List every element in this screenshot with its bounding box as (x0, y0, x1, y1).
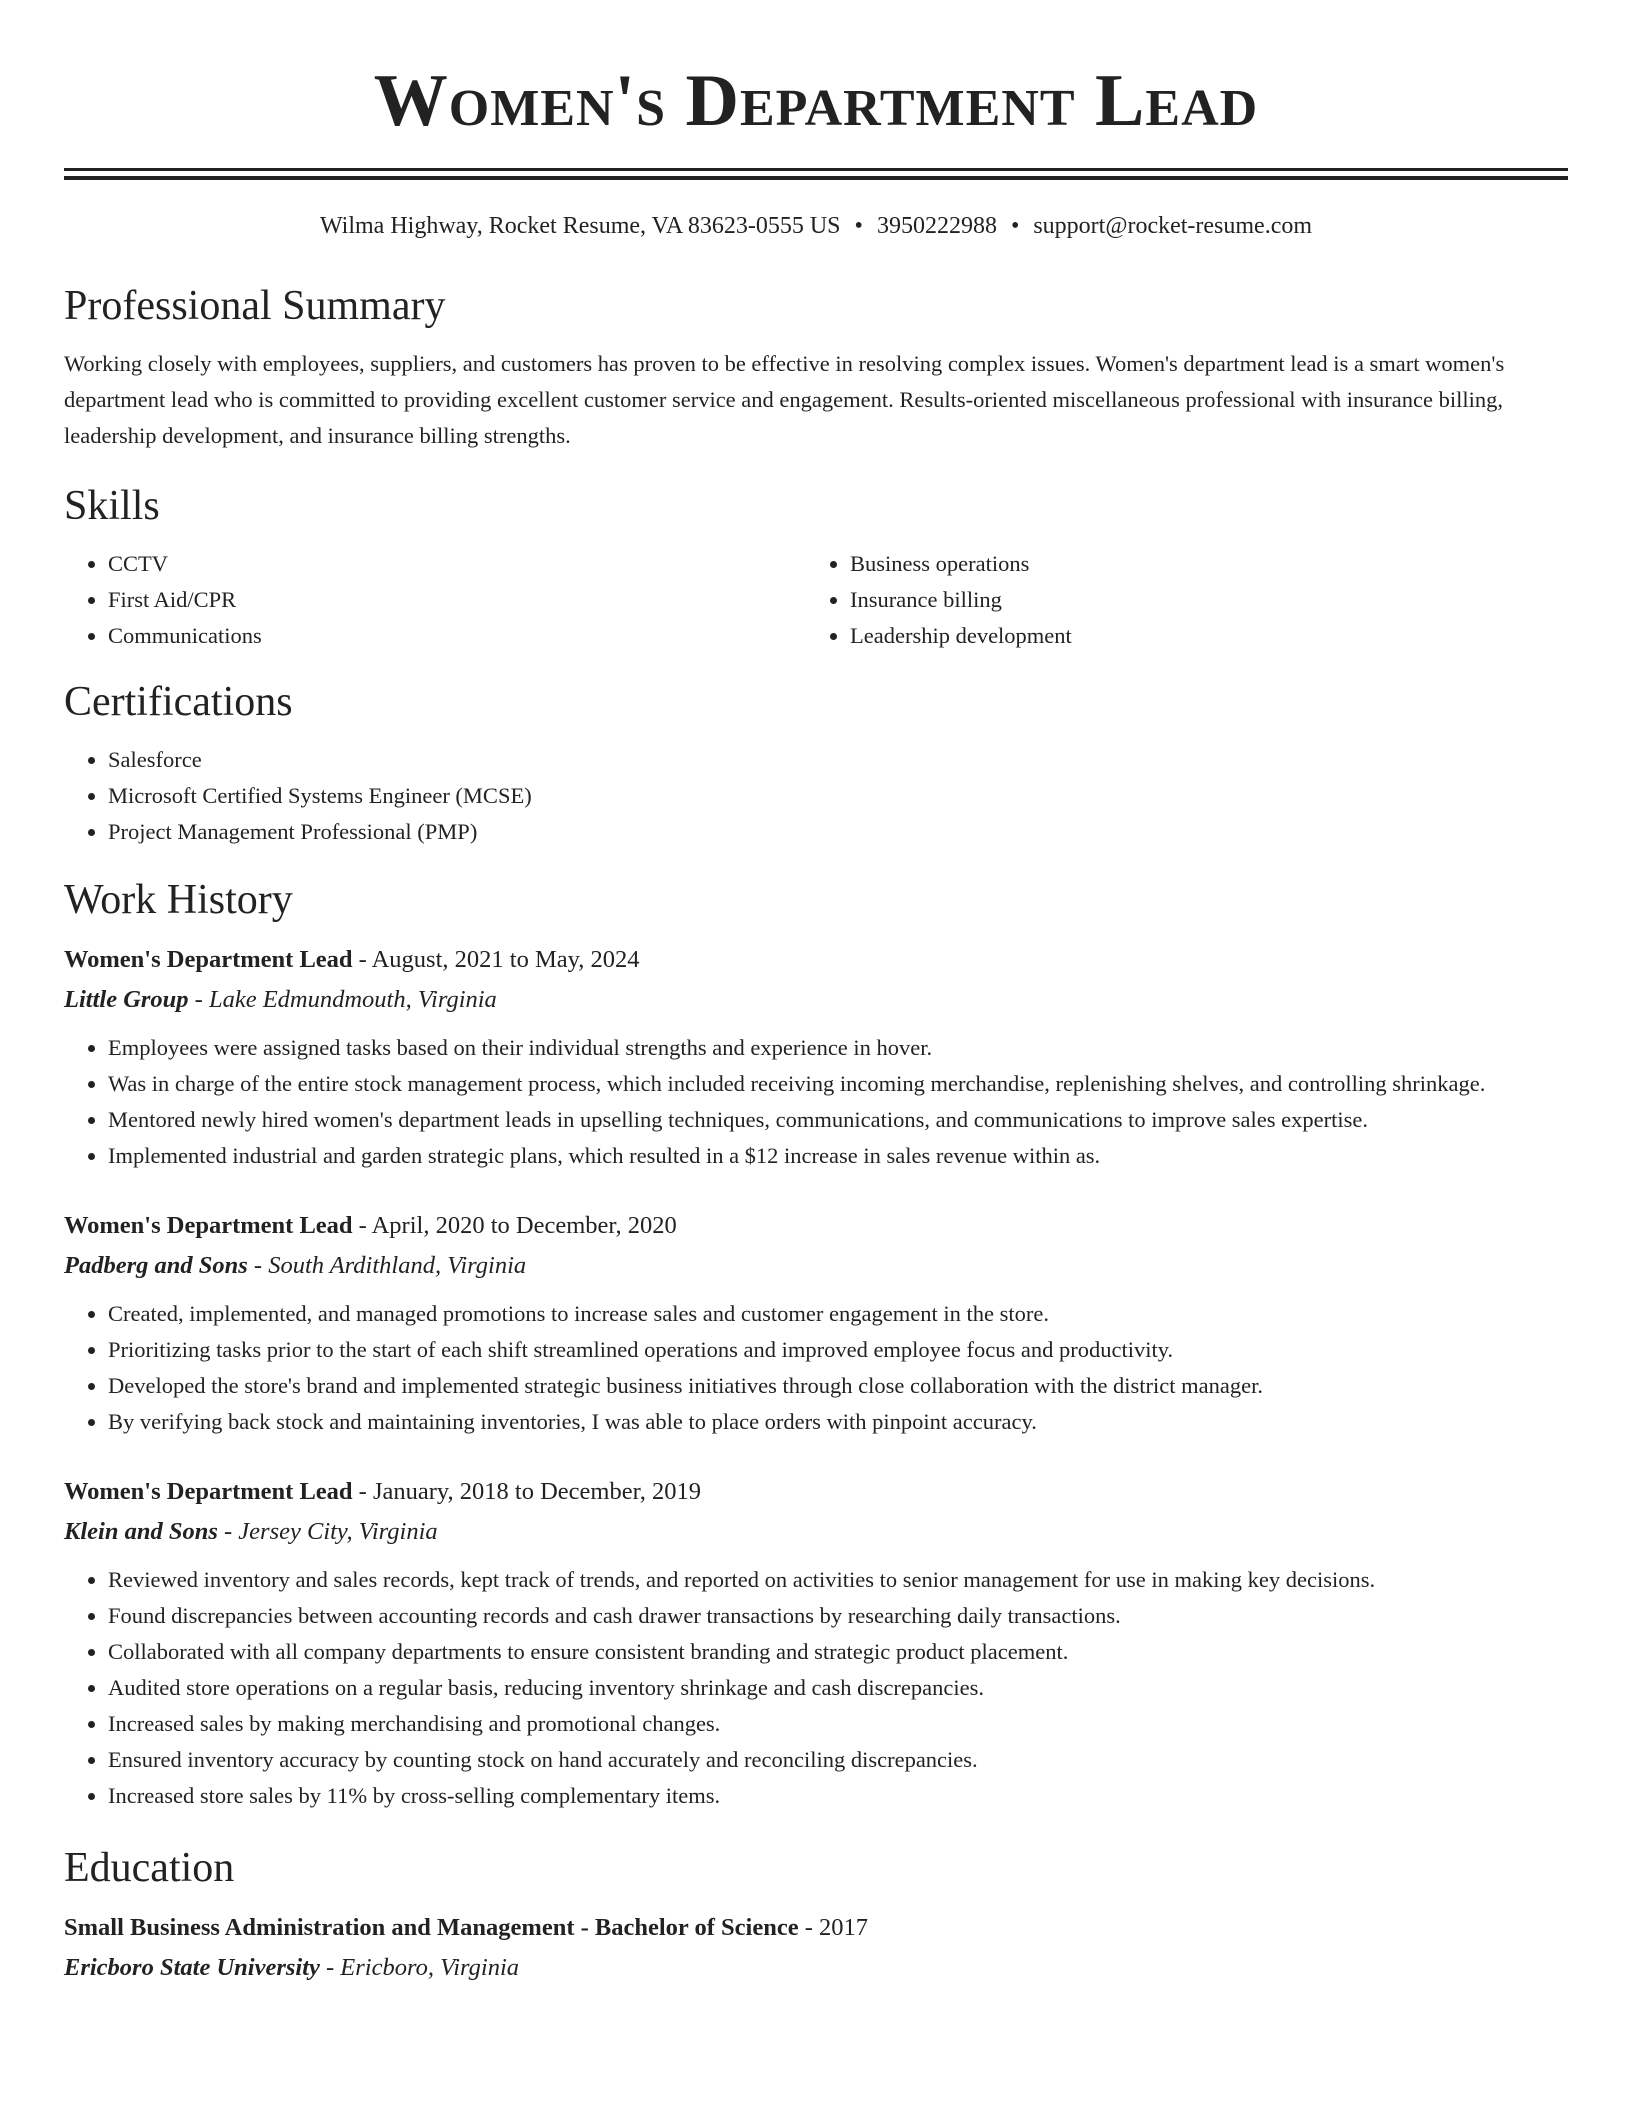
education-entry (64, 1908, 1568, 1988)
job-bullet: • By verifying back stock and maintaining inventories, I was able to place orders with pinpoint accuracy. (108, 1404, 1568, 1440)
contact-line (64, 210, 1568, 242)
skills-right-list (806, 546, 1548, 654)
job-entry (64, 940, 1568, 1174)
certification-item: • Project Management Professional (PMP) (108, 814, 1568, 850)
job-company-line (64, 1246, 1568, 1286)
job-entry (64, 1206, 1568, 1440)
resume-title: Women's Department Lead (373, 60, 1259, 142)
education-degree: Small Business Administration and Management - Bachelor of Science (64, 1914, 799, 1941)
certifications-heading: Certifications (64, 679, 293, 725)
contact-address: Wilma Highway, Rocket Resume, VA 83623-0555 US (319, 213, 841, 239)
skill-item: • Leadership development (850, 618, 1548, 654)
job-bullets (64, 1562, 1568, 1814)
job-bullet: • Developed the store's brand and implemented strategic business initiatives through close collaboration with the district manager. (108, 1368, 1568, 1404)
job-dates: - August, 2021 to May, 2024 (352, 946, 640, 973)
job-title: Women's Department Lead (64, 1212, 353, 1239)
job-bullet: • Prioritizing tasks prior to the start of each shift streamlined operations and improved employee focus and productivity. (108, 1332, 1568, 1368)
work-history-heading: Work History (64, 877, 293, 923)
summary-heading: Professional Summary (64, 283, 446, 329)
skill-item: • CCTV (108, 546, 806, 582)
skills-heading: Skills (64, 483, 160, 529)
job-company: Little Group (64, 986, 189, 1013)
job-location: - Lake Edmundmouth, Virginia (188, 986, 497, 1013)
job-bullet: • Implemented industrial and garden strategic plans, which resulted in a $12 increase in sales revenue within as. (108, 1138, 1568, 1174)
work-history-section (64, 874, 1568, 1814)
skill-item: • First Aid/CPR (108, 582, 806, 618)
job-header (64, 1206, 1568, 1246)
job-bullet: • Found discrepancies between accounting records and cash drawer transactions by researching daily transactions. (108, 1598, 1568, 1634)
job-bullet: • Reviewed inventory and sales records, kept track of trends, and reported on activities to senior management for use in making key decisions. (108, 1562, 1568, 1598)
job-bullets (64, 1030, 1568, 1174)
job-entry (64, 1472, 1568, 1814)
job-bullet: • Increased sales by making merchandising and promotional changes. (108, 1706, 1568, 1742)
skills-grid (64, 546, 1568, 654)
skill-item: • Business operations (850, 546, 1548, 582)
job-title: Women's Department Lead (64, 1478, 353, 1505)
job-location: - Jersey City, Virginia (217, 1518, 438, 1545)
education-school: Ericboro State University (64, 1954, 320, 1981)
job-company: Klein and Sons (64, 1518, 218, 1545)
job-company: Padberg and Sons (64, 1252, 248, 1279)
education-year: - 2017 (798, 1914, 868, 1941)
job-bullet: • Was in charge of the entire stock management process, which included receiving incoming merchandise, replenishing shelves, and controlling shrinkage. (108, 1066, 1568, 1102)
skill-item: • Communications (108, 618, 806, 654)
contact-phone: 3950222988 (876, 213, 997, 239)
job-bullet: • Mentored newly hired women's department leads in upselling techniques, communications, and communications to improve sales expertise. (108, 1102, 1568, 1138)
contact-email: support@rocket-resume.com (1033, 213, 1313, 239)
certifications-list (64, 742, 1568, 850)
contact-separator: • (1010, 213, 1020, 239)
title-divider (64, 168, 1568, 180)
job-title: Women's Department Lead (64, 946, 353, 973)
job-bullet: • Ensured inventory accuracy by counting stock on hand accurately and reconciling discrepancies. (108, 1742, 1568, 1778)
skills-left-list (64, 546, 806, 654)
job-header (64, 940, 1568, 980)
job-bullet: • Created, implemented, and managed promotions to increase sales and customer engagement in the store. (108, 1296, 1568, 1332)
education-section (64, 1842, 1568, 1988)
job-location: - South Ardithland, Virginia (247, 1252, 527, 1279)
job-dates: - April, 2020 to December, 2020 (352, 1212, 677, 1239)
job-bullet: • Collaborated with all company departments to ensure consistent branding and strategic product placement. (108, 1634, 1568, 1670)
job-bullets (64, 1296, 1568, 1440)
education-location: - Ericboro, Virginia (319, 1954, 520, 1981)
certifications-section (64, 676, 1568, 850)
certification-item: • Salesforce (108, 742, 1568, 778)
skills-section (64, 480, 1568, 654)
job-dates: - January, 2018 to December, 2019 (352, 1478, 702, 1505)
summary-text: Working closely with employees, suppliers, and customers has proven to be effective in resolving complex issues. Women's department lead is a smart women's department lead who is committed to providing excellent customer service and engagement. Results-oriented miscellaneous professional with insurance billing, leadership development, and insurance billing strengths. (64, 351, 1505, 448)
summary-section (64, 280, 1568, 454)
job-bullet: • Employees were assigned tasks based on their individual strengths and experience in hover. (108, 1030, 1568, 1066)
job-header (64, 1472, 1568, 1512)
certification-item: • Microsoft Certified Systems Engineer (MCSE) (108, 778, 1568, 814)
education-heading: Education (64, 1845, 235, 1891)
job-company-line (64, 980, 1568, 1020)
skill-item: • Insurance billing (850, 582, 1548, 618)
education-degree-line (64, 1908, 1568, 1948)
job-bullet: • Increased store sales by 11% by cross-selling complementary items. (108, 1778, 1568, 1814)
contact-separator: • (854, 213, 863, 239)
education-school-line (64, 1948, 1568, 1988)
job-company-line (64, 1512, 1568, 1552)
job-bullet: • Audited store operations on a regular basis, reducing inventory shrinkage and cash discrepancies. (108, 1670, 1568, 1706)
